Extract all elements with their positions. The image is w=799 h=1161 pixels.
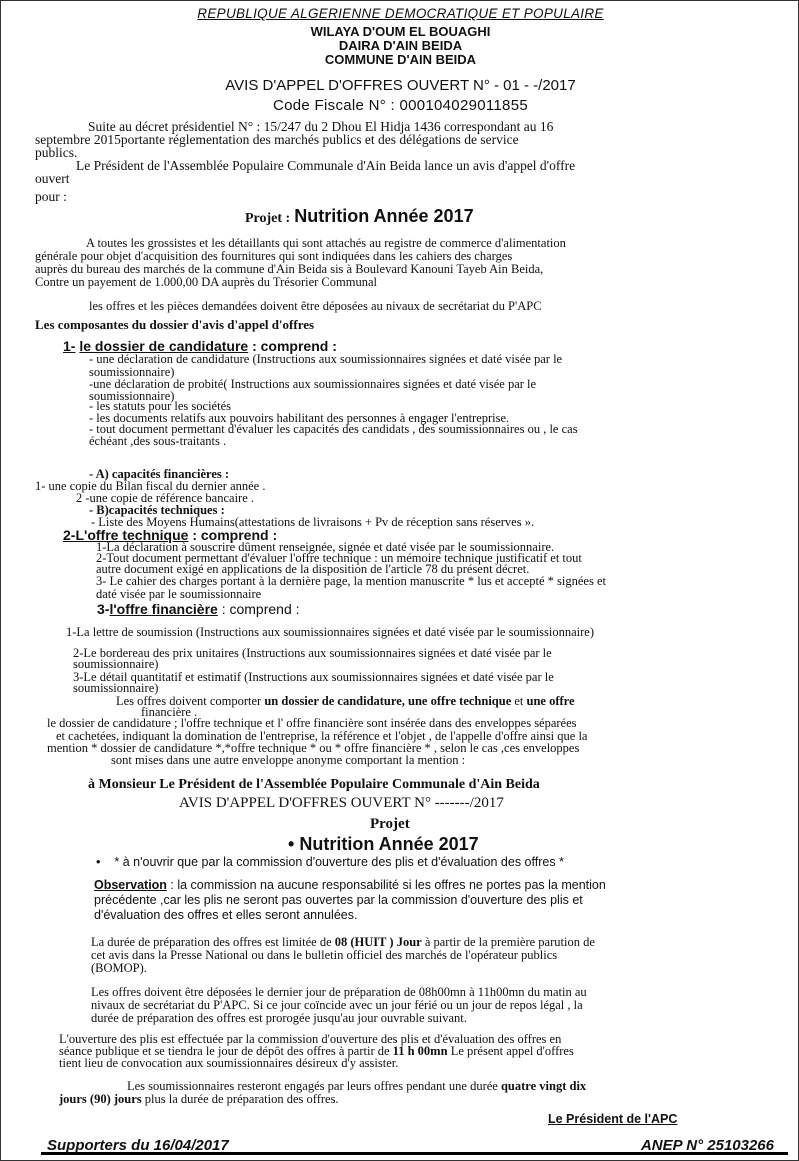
env-line-3: et cachetées, indiquant la domination de l'entreprise, la référence et l'objet , de l'appelle d'offre ainsi que la [56, 729, 588, 743]
env-line-4: mention * dossier de candidature *,*offre technique * ou * offre financière * , selon le cas ,ces enveloppes [47, 741, 580, 755]
body-line-3: auprès du bureau des marchés de la commune d'Ain Beida sis à Boulevard Kanouni Tayeb Ain Beida, [35, 262, 544, 276]
notice-title: AVIS D'APPEL D'OFFRES OUVERT N° - 01 - -/2017 [225, 77, 576, 94]
s2-item-2b: autre document exigé en applications de la disposition de l'article 78 du présent décret. [96, 562, 530, 576]
daira-heading: DAIRA D'AIN BEIDA [338, 38, 463, 53]
capacites-financieres: - A) capacités financières : [89, 467, 230, 481]
footer-publication: Supporters du 16/04/2017 [47, 1137, 229, 1154]
depot-line-3: durée de préparation des offres est prorogée jusqu'au jour ouvrable suivant. [91, 1011, 467, 1025]
intro-line-5: ouvert [35, 171, 70, 186]
bullet-icon: • [96, 855, 101, 869]
fiscal-code: Code Fiscale N° : 000104029011855 [273, 97, 528, 114]
observation-line-3: d'évaluation des offres et elles seront annulées. [94, 908, 358, 922]
env-line-1b: financière . [141, 705, 198, 719]
envelope-commission: • * à n'ouvrir que par la commission d'ouverture des plis et d'évaluation des offres * [96, 855, 564, 869]
env-line-2: le dossier de candidature ; l'offre technique et l' offre financière sont insérée dans des enveloppes séparées [47, 716, 577, 730]
intro-pour: pour : [35, 189, 67, 204]
envelope-avis: AVIS D'APPEL D'OFFRES OUVERT N° -------/2017 [179, 795, 504, 811]
depot-line-1: Les offres doivent être déposées le dernier jour de préparation de 08h00mn à 11h00mn du matin au [91, 985, 587, 999]
s1-item-1b: soumissionnaire) [89, 365, 175, 379]
depot-line-2: nivaux de secrétariat du P'APC. Si ce jour coïncide avec un jour férié ou un jour de repos légal , la [91, 998, 583, 1012]
s1-item-1: - une déclaration de candidature (Instructions aux soumissionnaires signées et daté visée par le [89, 352, 563, 366]
ouverture-line-2: séance publique et se tiendra le jour de dépôt des offres à partir de 11 h 00mn Le présent appel d'offres [59, 1044, 574, 1058]
projet-label: Projet : [245, 211, 291, 226]
commune-heading: COMMUNE D'AIN BEIDA [324, 52, 477, 67]
envelope-nutrition: • Nutrition Année 2017 [288, 834, 479, 854]
intro-line-3: publics. [35, 145, 78, 160]
cf-item-1: 1- une copie du Bilan fiscal du dernier année . [35, 479, 266, 493]
intro-line-2: septembre 2015portante réglementation des marchés publics et des délégations de service [35, 132, 519, 147]
wilaya-heading: WILAYA D'OUM EL BOUAGHI [310, 24, 491, 39]
engagement-line-2: jours (90) jours plus la durée de préparation des offres. [59, 1092, 339, 1106]
env-line-5: sont mises dans une autre enveloppe anonyme comportant la mention : [111, 753, 466, 767]
bullet-icon: • [288, 834, 295, 854]
s2-item-3b: daté visée par le soumissionnaire [96, 587, 262, 601]
cf-item-2: 2 -une copie de référence bancaire . [76, 491, 255, 505]
s1-item-4: - les documents relatifs aux pouvoirs habilitant des personnes à engager l'entreprise. [89, 411, 510, 425]
s2-item-1: 1-La déclaration à souscrire dûment renseignée, signée et daté visée par le soumissionnaire. [96, 540, 555, 554]
body-line-1: A toutes les grossistes et les détaillants qui sont attachés au registre de commerce d'alimentation [86, 236, 566, 250]
s1-item-5: - tout document permettant d'évaluer les capacités des candidats , des soumissionnaires ou , le cas [89, 422, 578, 436]
projet-title [245, 206, 645, 227]
env-line-1: Les offres doivent comporter un dossier de candidature, une offre technique et une offre [116, 694, 575, 708]
composantes-heading: Les composantes du dossier d'avis d'appel d'offres [35, 317, 315, 332]
s1-item-2: -une déclaration de probité( Instructions aux soumissionnaires signées et daté visée par le [89, 377, 537, 391]
signature: Le Président de l'APC [548, 1112, 678, 1126]
duree-line-1: La durée de préparation des offres est limitée de 08 (HUIT ) Jour à partir de la première parution de [91, 935, 595, 949]
intro-line-4: Le Président de l'Assemblée Populaire Communale d'Ain Beida lance un avis d'appel d'offre [76, 158, 576, 173]
duree-line-3: (BOMOP). [91, 961, 147, 975]
body-offres: les offres et les pièces demandées doivent être déposées au nivaux de secrétariat du P'APC [89, 299, 542, 313]
projet-name: Nutrition Année 2017 [294, 206, 474, 226]
s1-item-5b: échéant ,des sous-traitants . [89, 434, 227, 448]
ouverture-line-1: L'ouverture des plis est effectuée par la commission d'ouverture des plis et d'évaluation des offres en [59, 1032, 562, 1046]
s1-item-3: - les statuts pour les sociétés [89, 399, 231, 413]
s3-item-3: 3-Le détail quantitatif et estimatif (Instructions aux soumissionnaires signées et daté visée par le [73, 670, 554, 684]
s3-item-1: 1-La lettre de soumission (Instructions aux soumissionnaires signées et daté visée par le soumissionnaire) [66, 625, 595, 639]
s1-item-2b: soumissionnaire) [89, 389, 175, 403]
republic-heading: REPUBLIQUE ALGERIENNE DEMOCRATIQUE ET POPULAIRE [197, 6, 604, 21]
engagement-line-1: Les soumissionnaires resteront engagés par leurs offres pendant une durée quatre vingt dix [127, 1079, 587, 1093]
s3-item-2: 2-Le bordereau des prix unitaires (Instructions aux soumissionnaires signées et daté visée par le [73, 646, 552, 660]
footer-anep-number: ANEP N° 25103266 [640, 1137, 774, 1154]
addressee: à Monsieur Le Président de l'Assemblée Populaire Communale d'Ain Beida [88, 777, 540, 792]
observation-line-2: précédente ,car les plis ne seront pas ouvertes par la commission d'ouverture des plis et [94, 893, 583, 907]
envelope-projet: Projet [370, 816, 410, 832]
s3-item-2b: soumissionnaire) [73, 657, 159, 671]
intro-line-1: Suite au décret présidentiel N° : 15/247 du 2 Dhou El Hidja 1436 correspondant au 16 [88, 119, 554, 134]
s2-item-2: 2-Tout document permettant d'évaluer l'offre technique : un mémoire technique justificatif et tout [96, 551, 582, 565]
s3-item-3b: soumissionnaire) [73, 681, 159, 695]
observation-line-1: Observation : la commission na aucune responsabilité si les offres ne portes pas la mention [94, 878, 606, 892]
body-line-2: générale pour objet d'acquisition des fournitures qui sont indiquées dans les cahiers des charges [35, 249, 513, 263]
section3-heading: 3-l'offre financière : comprend : [97, 601, 300, 617]
section2-heading: 2-L'offre technique : comprend : [63, 527, 278, 543]
duree-line-2: cet avis dans la Presse National ou dans le bulletin officiel des marchés de l'opérateur publics [91, 948, 558, 962]
section1-heading: 1- le dossier de candidature : comprend : [63, 338, 337, 354]
s2-item-3: 3- Le cahier des charges portant à la dernière page, la mention manuscrite * lus et accepté * signées et [96, 574, 606, 588]
capacites-techniques: - B)capacités techniques : [89, 503, 225, 517]
ouverture-line-3: tient lieu de convocation aux soumissionnaires désireux d'y assister. [59, 1056, 399, 1070]
ct-item-1: - Liste des Moyens Humains(attestations de livraisons + Pv de réception sans réserves ». [91, 515, 535, 529]
body-line-4: Contre un payement de 1.000,00 DA auprès du Trésorier Communal [35, 275, 377, 289]
